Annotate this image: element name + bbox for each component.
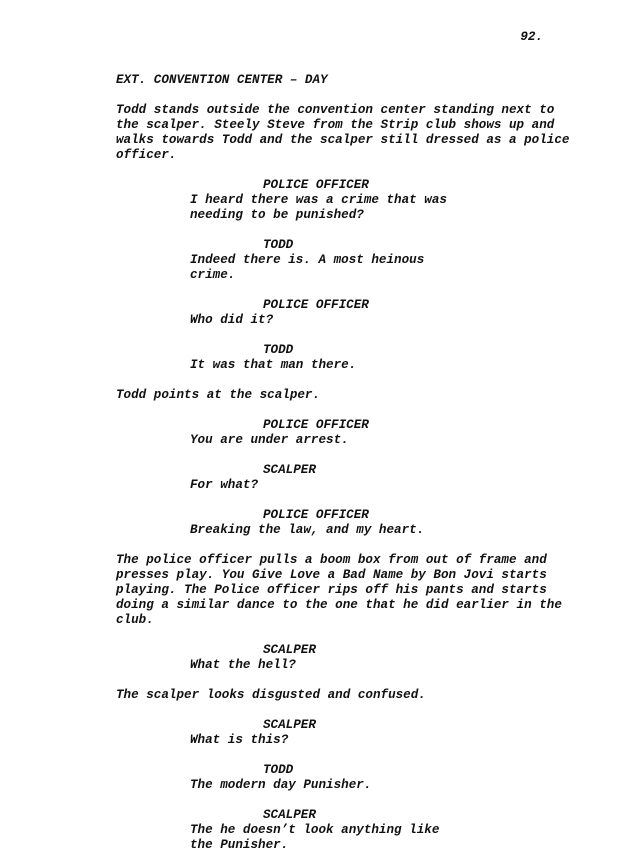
character-name: POLICE OFFICER <box>263 178 369 192</box>
dialogue-line: crime. <box>190 268 236 282</box>
dialogue-block <box>116 238 576 283</box>
action-block <box>116 688 576 703</box>
dialogue-block <box>116 718 576 748</box>
character-name: TODD <box>263 763 294 777</box>
action-line: The police officer pulls a boom box from out of frame and <box>116 553 547 567</box>
dialogue-block <box>116 298 576 328</box>
dialogue-line: What is this? <box>190 733 289 747</box>
dialogue-block <box>116 808 576 853</box>
character-name: TODD <box>263 343 294 357</box>
action-line: the scalper. Steely Steve from the Strip club shows up and <box>116 118 555 132</box>
action-line: Todd stands outside the convention center standing next to <box>116 103 555 117</box>
dialogue-line: Indeed there is. A most heinous <box>190 253 425 267</box>
action-line: walks towards Todd and the scalper still dressed as a police <box>116 133 570 147</box>
action-line: officer. <box>116 148 177 162</box>
dialogue-line: I heard there was a crime that was <box>190 193 447 207</box>
scene-heading-line: EXT. CONVENTION CENTER – DAY <box>116 73 328 87</box>
dialogue-block <box>116 508 576 538</box>
dialogue-line: What the hell? <box>190 658 296 672</box>
dialogue-line: Breaking the law, and my heart. <box>190 523 425 537</box>
dialogue-block <box>116 418 576 448</box>
action-block <box>116 388 576 403</box>
character-name: TODD <box>263 238 294 252</box>
dialogue-line: needing to be punished? <box>190 208 364 222</box>
page-number: 92. <box>520 30 543 44</box>
action-line: club. <box>116 613 154 627</box>
dialogue-line: The modern day Punisher. <box>190 778 372 792</box>
action-line: doing a similar dance to the one that he did earlier in the <box>116 598 562 612</box>
dialogue-block <box>116 763 576 793</box>
dialogue-line: You are under arrest. <box>190 433 349 447</box>
character-name: POLICE OFFICER <box>263 508 369 522</box>
action-line: The scalper looks disgusted and confused. <box>116 688 426 702</box>
character-name: SCALPER <box>263 718 316 732</box>
scene-heading <box>116 73 576 88</box>
character-name: SCALPER <box>263 643 316 657</box>
dialogue-block <box>116 178 576 223</box>
dialogue-line: the Punisher. <box>190 838 289 852</box>
dialogue-block <box>116 643 576 673</box>
action-block <box>116 103 576 163</box>
screenplay-body <box>116 73 576 868</box>
dialogue-line: The he doesn’t look anything like <box>190 823 440 837</box>
dialogue-line: It was that man there. <box>190 358 357 372</box>
action-line: Todd points at the scalper. <box>116 388 321 402</box>
dialogue-block <box>116 343 576 373</box>
action-block <box>116 553 576 628</box>
action-line: playing. The Police officer rips off his pants and starts <box>116 583 547 597</box>
dialogue-block <box>116 463 576 493</box>
character-name: POLICE OFFICER <box>263 418 369 432</box>
character-name: POLICE OFFICER <box>263 298 369 312</box>
character-name: SCALPER <box>263 808 316 822</box>
character-name: SCALPER <box>263 463 316 477</box>
dialogue-line: Who did it? <box>190 313 274 327</box>
dialogue-line: For what? <box>190 478 259 492</box>
action-line: presses play. You Give Love a Bad Name by Bon Jovi starts <box>116 568 547 582</box>
